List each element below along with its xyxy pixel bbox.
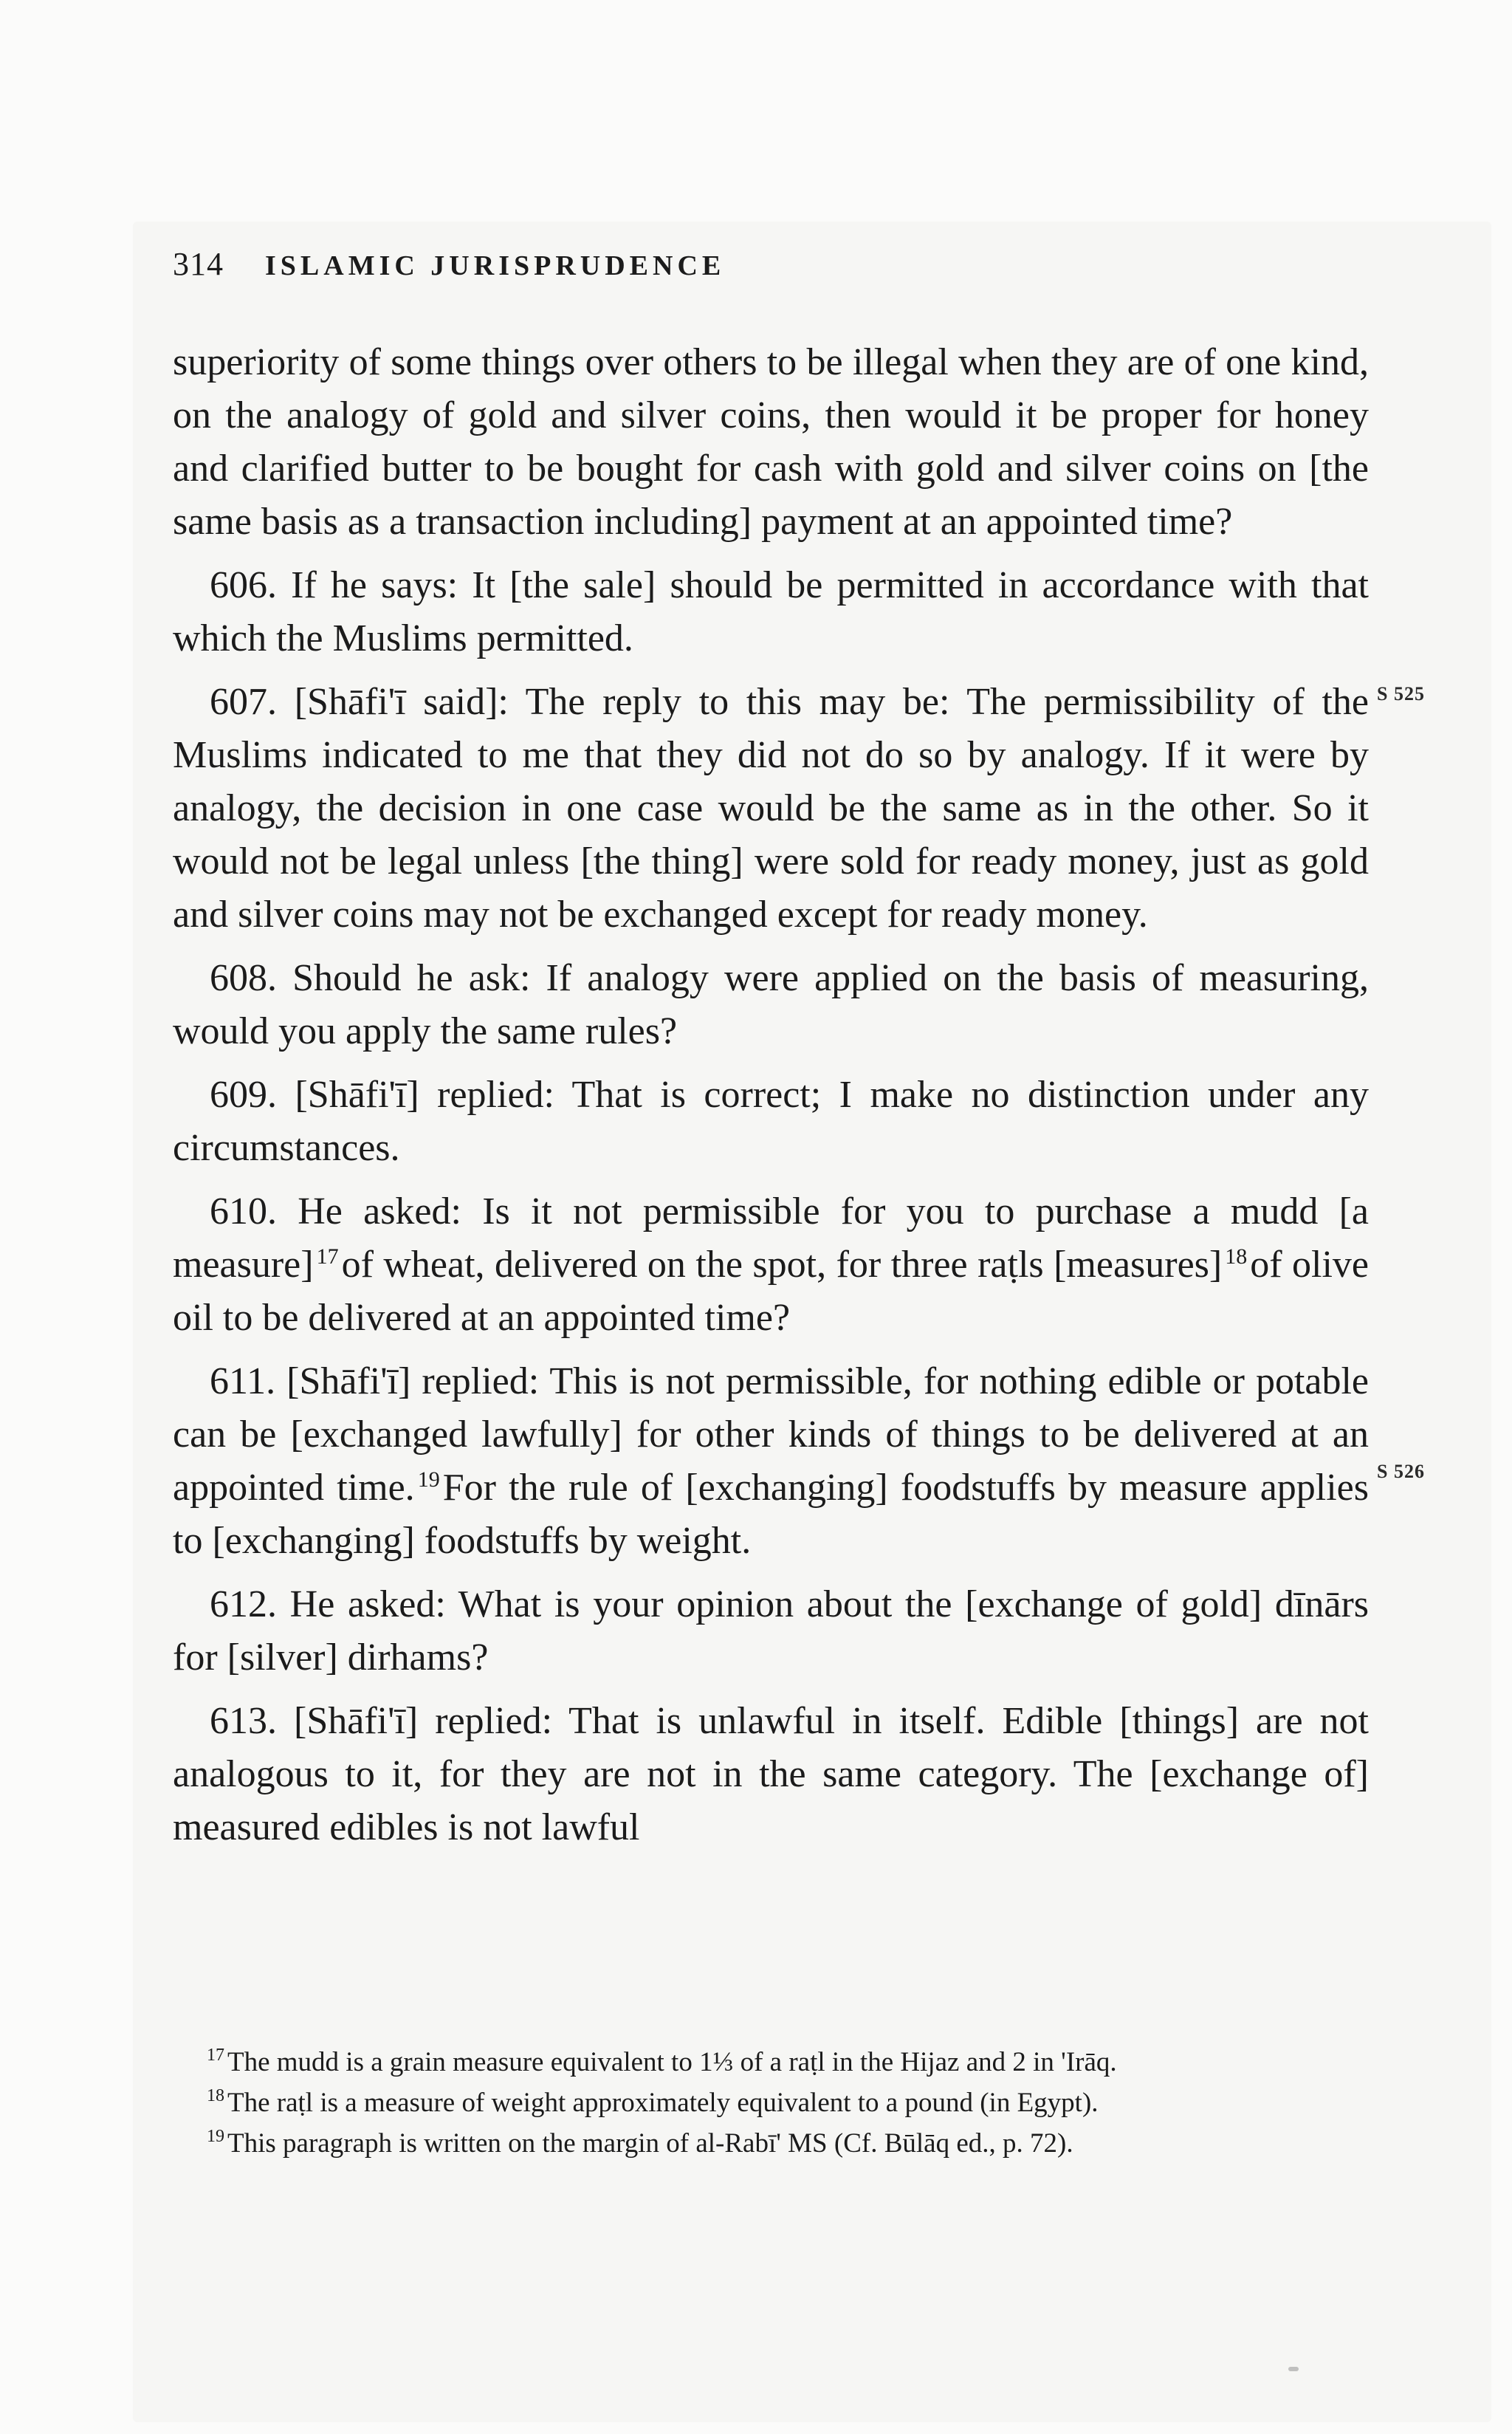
footnote-18-text: The raṭl is a measure of weight approximately equivalent to a pound (in Egypt). bbox=[227, 2088, 1099, 2118]
footnote-18 bbox=[173, 2082, 1369, 2123]
body-text bbox=[173, 336, 1369, 1865]
paragraph-continuation: superiority of some things over others to be illegal when they are of one kind, on the analogy of gold and silver coins, then would it be proper for honey and clarified butter to be bought for cash with gold and silver coins on [the same basis as a transaction including] payment at an appointed time? bbox=[173, 341, 1369, 543]
paragraph-606: 606. If he says: It [the sale] should be permitted in accordance with that which the Muslims permitted. bbox=[173, 564, 1369, 659]
paragraph-610-text-a: 610. He asked: Is it not permissible for you to purchase a mudd [a measure] bbox=[173, 1190, 1369, 1286]
page-number: 314 bbox=[173, 246, 224, 282]
paragraph-611 bbox=[173, 1355, 1369, 1568]
margin-note-s525: S 525 bbox=[1377, 683, 1425, 705]
paragraph-610 bbox=[173, 1185, 1369, 1345]
footnote-18-number: 18 bbox=[207, 2086, 224, 2105]
paragraph-607: 607. [Shāfi'ī said]: The reply to this may be: The permissibility of the Muslims indicated to me that they did not do so by analogy. If it were by analogy, the decision in one case would be the same as in the other. So it would not be legal unless [the thing] were sold for ready money, just as gold and silver coins may not be exchanged except for ready money. bbox=[173, 681, 1369, 936]
paragraph-611-text-b: For the rule of [exchanging] foodstuffs by measure applies to [exchanging] foodstuffs by weight. bbox=[173, 1467, 1369, 1562]
paragraph-609: 609. [Shāfi'ī] replied: That is correct; I make no distinction under any circumstances. bbox=[173, 1074, 1369, 1169]
paragraph-610-text-c: of olive oil to be delivered at an appointed time? bbox=[173, 1244, 1369, 1339]
paragraph-611-text-a: 611. [Shāfi'ī] replied: This is not permissible, for nothing edible or potable can be [exchanged lawfully] for other kinds of things to be delivered at an appointed time. bbox=[173, 1360, 1369, 1509]
footnote-19-number: 19 bbox=[207, 2127, 224, 2146]
footnote-19 bbox=[173, 2123, 1369, 2164]
book-title: ISLAMIC JURISPRUDENCE bbox=[265, 250, 726, 281]
footnotes bbox=[173, 2042, 1369, 2164]
scan-speck bbox=[1288, 2367, 1299, 2371]
footnote-19-text: This paragraph is written on the margin of al-Rabī' MS (Cf. Būlāq ed., p. 72). bbox=[227, 2128, 1073, 2159]
footnote-17 bbox=[173, 2042, 1369, 2082]
footnote-ref-19[interactable]: 19 bbox=[417, 1467, 440, 1492]
paragraph-613: 613. [Shāfi'ī] replied: That is unlawful in itself. Edible [things] are not analogous to it, for they are not in the same category. The [exchange of] measured edibles is not lawful bbox=[173, 1700, 1369, 1848]
margin-note-s526: S 526 bbox=[1377, 1461, 1425, 1482]
paragraph-608: 608. Should he ask: If analogy were applied on the basis of measuring, would you apply the same rules? bbox=[173, 957, 1369, 1052]
running-head bbox=[173, 245, 1384, 289]
paragraph-612: 612. He asked: What is your opinion about the [exchange of gold] dīnārs for [silver] dirhams? bbox=[173, 1583, 1369, 1679]
footnote-17-number: 17 bbox=[207, 2046, 224, 2065]
footnote-ref-18[interactable]: 18 bbox=[1225, 1244, 1248, 1269]
paragraph-610-text-b: of wheat, delivered on the spot, for three raṭls [measures] bbox=[341, 1244, 1223, 1286]
footnote-ref-17[interactable]: 17 bbox=[316, 1244, 339, 1269]
footnote-17-text: The mudd is a grain measure equivalent to 1⅓ of a raṭl in the Hijaz and 2 in 'Irāq. bbox=[227, 2047, 1117, 2077]
